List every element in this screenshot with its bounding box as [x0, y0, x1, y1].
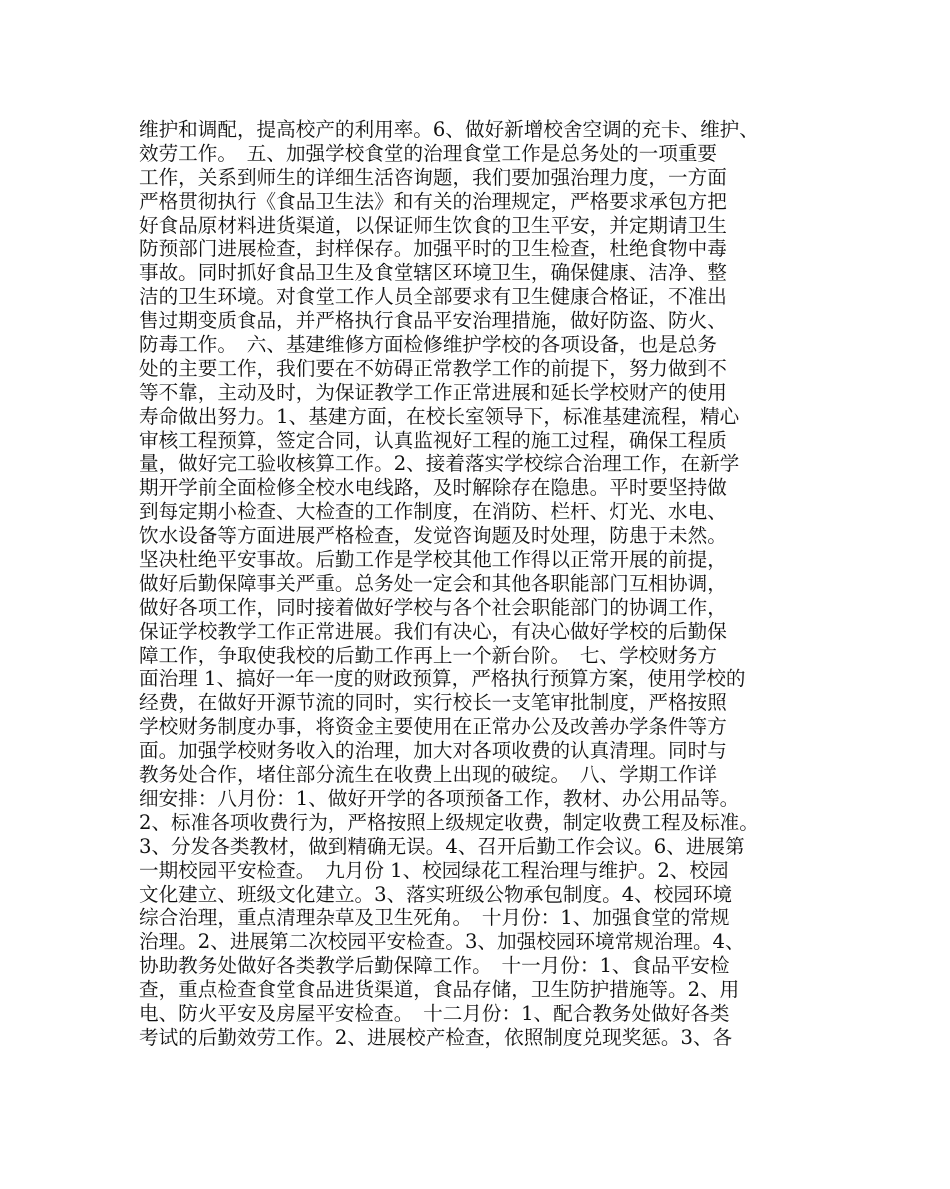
text-line: 面治理 1、搞好一年一度的财政预算，严格执行预算方案，使用学校的 — [139, 667, 746, 691]
text-line: 障工作，争取使我校的后勤工作再上一个新台阶。 七、学校财务方 — [139, 643, 718, 667]
text-line: 考试的后勤效劳工作。2、进展校产检查，依照制度兑现奖惩。3、各 — [139, 1025, 733, 1049]
text-line: 坚决杜绝平安事故。后勤工作是学校其他工作得以正常开展的前提， — [139, 548, 727, 572]
text-line: 学校财务制度办事，将资金主要使用在正常办公及改善办学条件等方 — [139, 715, 727, 739]
text-line: 售过期变质食品，并严格执行食品平安治理措施，做好防盗、防火、 — [139, 309, 727, 333]
text-line: 到每定期小检查、大检查的工作制度，在消防、栏杆、灯光、水电、 — [139, 500, 727, 524]
text-line: 效劳工作。 五、加强学校食堂的治理食堂工作是总务处的一项重要 — [139, 141, 718, 165]
text-line: 事故。同时抓好食品卫生及食堂辖区环境卫生，确保健康、洁净、整 — [139, 261, 727, 285]
text-line: 经费，在做好开源节流的同时，实行校长一支笔审批制度，严格按照 — [139, 691, 727, 715]
text-line: 防毒工作。 六、基建维修方面检修维护学校的各项设备，也是总务 — [139, 333, 718, 357]
text-line: 好食品原材料进货渠道，以保证师生饮食的卫生平安，并定期请卫生 — [139, 213, 727, 237]
text-line: 等不靠，主动及时，为保证教学工作正常进展和延长学校财产的使用 — [139, 380, 727, 404]
text-line: 寿命做出努力。1、基建方面，在校长室领导下，标准基建流程，精心 — [139, 404, 740, 428]
text-line: 3、分发各类教材，做到精确无误。4、召开后勤工作会议。6、进展第 — [139, 834, 745, 858]
text-line: 2、标准各项收费行为，严格按照上级规定收费，制定收费工程及标准。 — [139, 810, 759, 834]
body-text — [139, 118, 829, 1050]
text-line: 处的主要工作，我们要在不妨碍正常教学工作的前提下，努力做到不 — [139, 356, 727, 380]
text-line: 面。加强学校财务收入的治理，加大对各项收费的认真清理。同时与 — [139, 739, 727, 763]
text-line: 细安排：八月份：1、做好开学的各项预备工作，教材、办公用品等。 — [139, 786, 740, 810]
text-line: 治理。2、进展第二次校园平安检查。3、加强校园环境常规治理。4、 — [139, 930, 745, 954]
text-line: 综合治理，重点清理杂草及卫生死角。 十月份：1、加强食堂的常规 — [139, 906, 730, 930]
text-line: 做好后勤保障事关严重。总务处一定会和其他各职能部门互相协调， — [139, 571, 727, 595]
text-line: 严格贯彻执行《食品卫生法》和有关的治理规定，严格要求承包方把 — [139, 189, 727, 213]
text-line: 期开学前全面检修全校水电线路，及时解除存在隐患。平时要坚持做 — [139, 476, 727, 500]
text-line: 洁的卫生环境。对食堂工作人员全部要求有卫生健康合格证，不准出 — [139, 285, 727, 309]
text-line: 一期校园平安检查。 九月份 1、校园绿花工程治理与维护。2、校园 — [139, 858, 729, 882]
text-line: 维护和调配，提高校产的利用率。6、做好新增校舍空调的充卡、维护、 — [139, 118, 759, 141]
text-line: 教务处合作，堵住部分流生在收费上出现的破绽。 八、学期工作详 — [139, 763, 718, 787]
text-line: 防预部门进展检查，封样保存。加强平时的卫生检查，杜绝食物中毒 — [139, 237, 727, 261]
text-line: 文化建立、班级文化建立。3、落实班级公物承包制度。4、校园环境 — [139, 882, 733, 906]
text-line: 量，做好完工验收核算工作。2、接着落实学校综合治理工作，在新学 — [139, 452, 740, 476]
text-line: 查，重点检查食堂食品进货渠道，食品存储，卫生防护措施等。2、用 — [139, 978, 740, 1002]
text-line: 饮水设备等方面进展严格检查，发觉咨询题及时处理，防患于未然。 — [139, 524, 727, 548]
text-line: 做好各项工作，同时接着做好学校与各个社会职能部门的协调工作， — [139, 595, 727, 619]
text-line: 审核工程预算，签定合同，认真监视好工程的施工过程，确保工程质 — [139, 428, 727, 452]
text-line: 协助教务处做好各类教学后勤保障工作。 十一月份：1、食品平安检 — [139, 954, 730, 978]
text-line: 保证学校教学工作正常进展。我们有决心，有决心做好学校的后勤保 — [139, 619, 727, 643]
text-line: 工作，关系到师生的详细生活咨询题，我们要加强治理力度，一方面 — [139, 165, 727, 189]
text-line: 电、防火平安及房屋平安检查。 十二月份：1、配合教务处做好各类 — [139, 1001, 730, 1025]
